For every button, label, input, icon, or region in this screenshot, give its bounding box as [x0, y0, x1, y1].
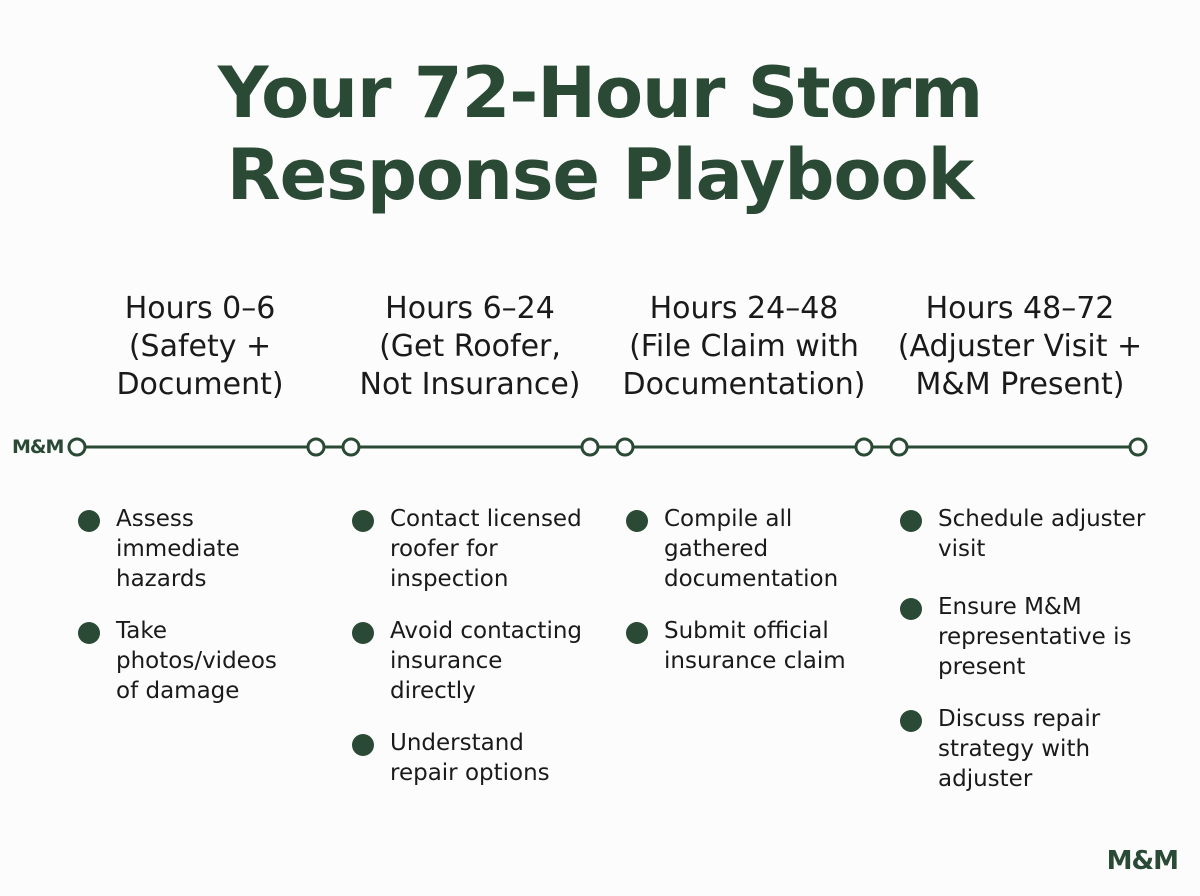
list-item-line: present: [938, 654, 1026, 680]
phase-4-heading-line: M&M Present): [915, 367, 1125, 402]
bullet-dot-icon: [900, 510, 922, 532]
list-item-line: insurance: [390, 648, 503, 674]
phase-2-heading-line: Not Insurance): [359, 367, 581, 402]
list-item-line: visit: [938, 536, 986, 562]
list-item-line: inspection: [390, 566, 509, 592]
bullet-dot-icon: [900, 598, 922, 620]
list-item: [626, 616, 876, 676]
phase-4-items: [900, 504, 1170, 816]
list-item-line: photos/videos: [116, 648, 277, 674]
list-item-line: documentation: [664, 566, 839, 592]
bullet-dot-icon: [78, 510, 100, 532]
phase-2-heading-line: Hours 6–24: [385, 291, 555, 326]
list-item-line: strategy with: [938, 736, 1091, 762]
brand-logo-right: M&M: [1106, 846, 1178, 876]
list-item-line: repair options: [390, 760, 550, 786]
timeline-node: [891, 439, 907, 455]
phase-1-heading-line: Hours 0–6: [124, 291, 276, 326]
list-item-line: Submit official: [664, 618, 829, 644]
list-item-line: representative is: [938, 624, 1132, 650]
bullet-dot-icon: [626, 510, 648, 532]
phase-1-heading-line: (Safety +: [128, 329, 272, 364]
list-item-line: Ensure M&M: [938, 594, 1082, 620]
timeline-node: [343, 439, 359, 455]
timeline-node: [308, 439, 324, 455]
phase-2-items: [352, 504, 602, 810]
bullet-dot-icon: [626, 622, 648, 644]
list-item: [900, 704, 1170, 794]
phase-4-heading-line: Hours 48–72: [925, 291, 1115, 326]
list-item-line: Understand: [390, 730, 524, 756]
phase-3-items: [626, 504, 876, 698]
bullet-dot-icon: [352, 734, 374, 756]
list-item: [626, 504, 876, 594]
list-item: [352, 504, 602, 594]
list-item-line: immediate: [116, 536, 240, 562]
list-item: [78, 504, 328, 594]
title-line-2: Response Playbook: [226, 134, 974, 216]
phase-2-heading-line: (Get Roofer,: [379, 329, 561, 364]
title-line-1: Your 72-Hour Storm: [217, 52, 983, 134]
list-item-line: Schedule adjuster: [938, 506, 1146, 532]
list-item-line: directly: [390, 678, 476, 704]
list-item-line: hazards: [116, 566, 207, 592]
phase-3-heading-line: (File Claim with: [629, 329, 859, 364]
list-item-line: Assess: [116, 506, 194, 532]
timeline-node: [617, 439, 633, 455]
list-item-line: insurance claim: [664, 648, 846, 674]
phase-3-heading-line: Documentation): [622, 367, 866, 402]
list-item-line: Compile all: [664, 506, 793, 532]
bullet-dot-icon: [352, 622, 374, 644]
phase-1-heading-line: Document): [116, 367, 284, 402]
list-item-line: Contact licensed: [390, 506, 582, 532]
bullet-dot-icon: [900, 710, 922, 732]
phase-1-items: [78, 504, 328, 728]
list-item-line: Avoid contacting: [390, 618, 583, 644]
timeline-node: [856, 439, 872, 455]
bullet-dot-icon: [78, 622, 100, 644]
list-item-line: adjuster: [938, 766, 1033, 792]
list-item-line: gathered: [664, 536, 769, 562]
list-item-line: of damage: [116, 678, 240, 704]
bullet-dot-icon: [352, 510, 374, 532]
list-item-line: Take: [116, 618, 167, 644]
timeline-node: [69, 439, 85, 455]
list-item: [900, 504, 1170, 564]
timeline-node: [1130, 439, 1146, 455]
list-item: [900, 592, 1170, 682]
phase-3-heading-line: Hours 24–48: [649, 291, 839, 326]
phase-4-heading-line: (Adjuster Visit +: [897, 329, 1143, 364]
list-item-line: Discuss repair: [938, 706, 1101, 732]
list-item: [352, 616, 602, 706]
brand-logo-left: M&M: [12, 436, 64, 458]
list-item-line: roofer for: [390, 536, 498, 562]
list-item: [78, 616, 328, 706]
list-item: [352, 728, 602, 788]
timeline-node: [582, 439, 598, 455]
